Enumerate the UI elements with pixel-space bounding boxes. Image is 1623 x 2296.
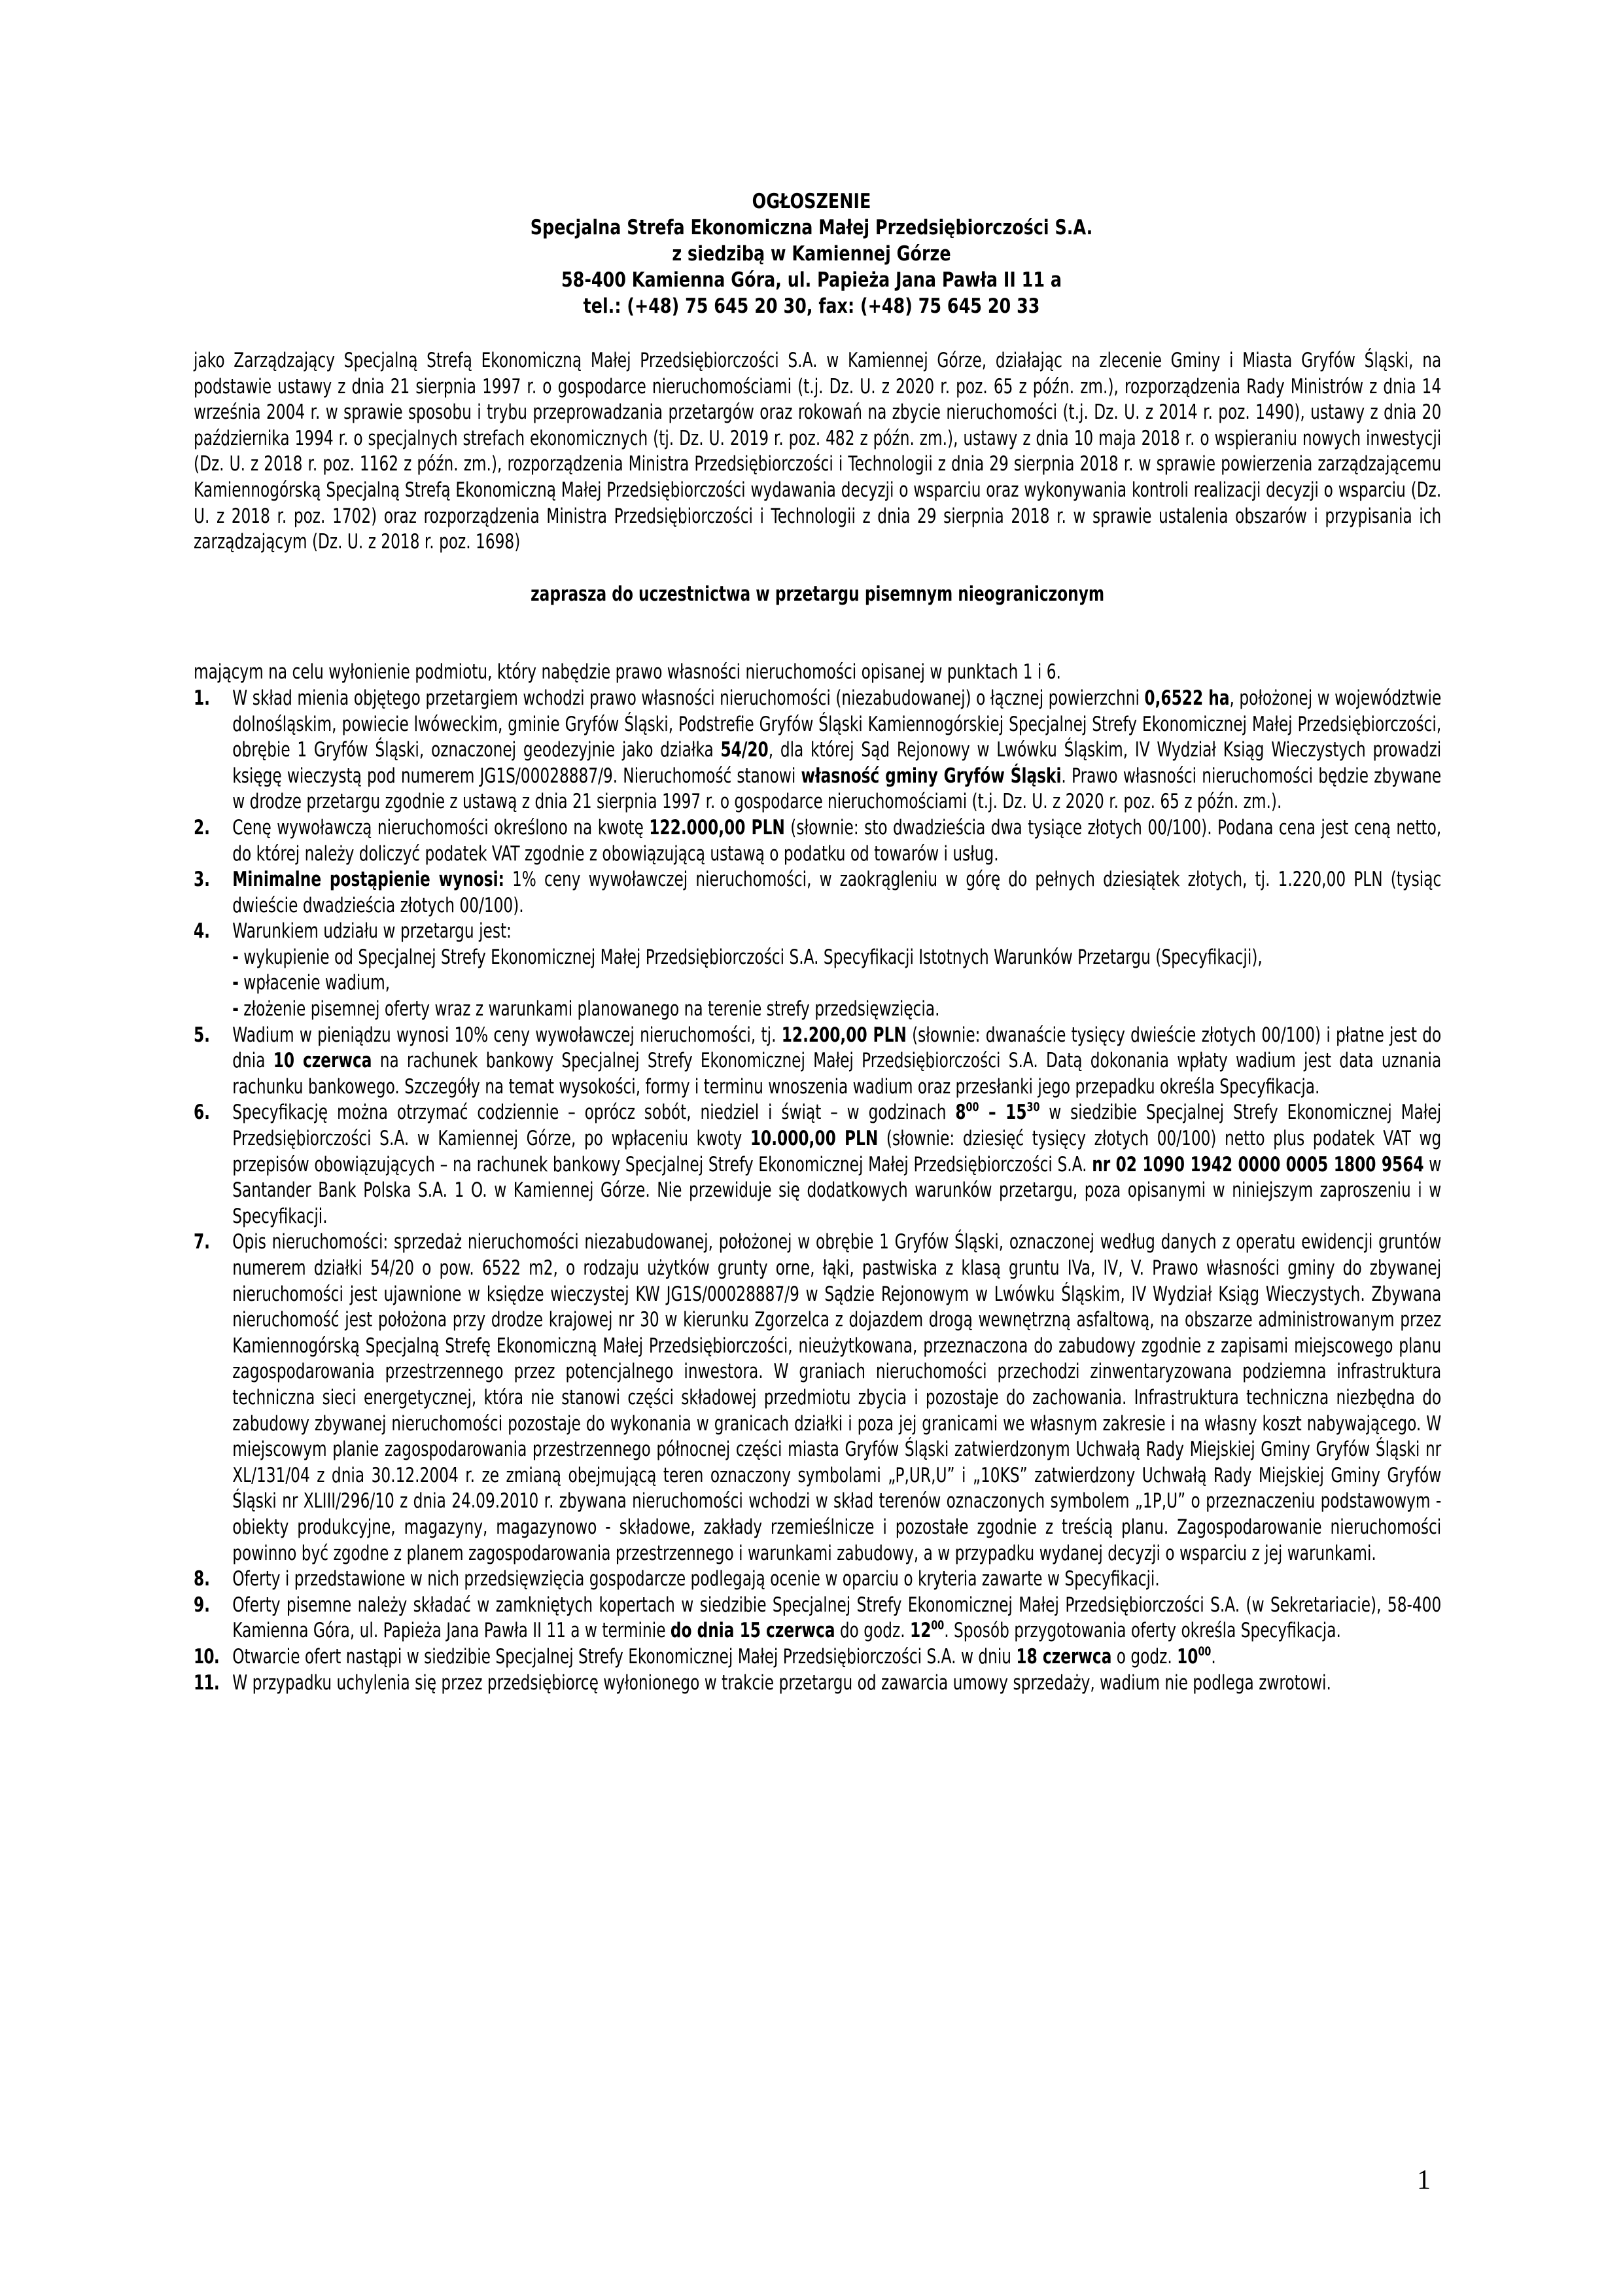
hours-separator: – — [979, 1101, 1006, 1125]
opening-minutes: 00 — [1198, 1644, 1212, 1659]
hours-start-minutes: 00 — [966, 1100, 979, 1115]
condition-bullet — [232, 945, 1441, 971]
item-text: w Santander Bank Polska S.A. 1 O. w Kamiennej Górze. Nie przewiduje się dodatkowych warunków przetargu, poza opisanymi w niniejszym zaproszeniu i w Specyfikacji. — [232, 1152, 1442, 1228]
list-item — [194, 815, 1441, 867]
item-number: 11. — [194, 1670, 219, 1695]
item-text: . Prawo własności nieruchomości będzie zbywane w drodze przetargu zgodnie z ustawą z dnia 21 sierpnia 1997 r. o gospodarce nieruchomościami (t.j. Dz. U. z 2020 r. poz. 65 z późn. zm.). — [232, 764, 1442, 814]
minimum-increment-label: Minimalne postąpienie wynosi: — [232, 868, 504, 892]
item-number: 8. — [194, 1567, 211, 1591]
item-number: 4. — [194, 919, 211, 944]
dash-marker: - — [232, 945, 239, 969]
list-item — [194, 1229, 1441, 1566]
list-item — [194, 867, 1441, 919]
item-number: 1. — [194, 686, 211, 710]
list-item — [194, 1593, 1441, 1644]
deposit-amount: 12.200,00 PLN — [781, 1023, 907, 1047]
item-number: 5. — [194, 1023, 211, 1047]
condition-bullet — [232, 997, 1441, 1023]
tender-conditions-list — [194, 686, 1441, 1696]
item-text: W przypadku uchylenia się przez przedsiębiorcę wyłonionego w trakcie przetargu od zawarcia umowy sprzedaży, wadium nie podlega zwrotowi. — [232, 1670, 1331, 1695]
item-text: do godz. — [835, 1619, 911, 1643]
dash-marker: - — [232, 997, 239, 1021]
company-contact: tel.: (+48) 75 645 20 30, fax: (+48) 75 645 20 33 — [583, 294, 1040, 318]
item-text: Oferty pisemne należy składać w zamkniętych kopertach w siedzibie Specjalnej Strefy Ekonomicznej Małej Przedsiębiorczości S.A. (w Sekretariacie), 58-400 Kamienna Góra, ul. Papieża Jana Pawła II 11 a w terminie — [232, 1593, 1442, 1643]
list-item — [194, 1566, 1441, 1593]
starting-price: 122.000,00 PLN — [649, 815, 785, 839]
list-item — [194, 919, 1441, 1022]
item-number: 10. — [194, 1644, 219, 1669]
hours-end-minutes: 30 — [1026, 1100, 1040, 1115]
opening-date: 18 czerwca — [1016, 1644, 1112, 1669]
area-value: 0,6522 ha — [1144, 686, 1230, 710]
bank-account-number: nr 02 1090 1942 0000 0005 1800 9564 — [1092, 1152, 1424, 1176]
item-text: , położonej w województwie dolnośląskim, powiecie lwóweckim, gminie Gryfów Śląski, Podstrefie Gryfów Śląski Kamiennogórskiej Specjalnej Strefy Ekonomicznej Małej Przedsiębiorczości, obrębie 1 Gryfów Śląski, oznaczonej geodezyjnie jako działka — [232, 686, 1442, 762]
ownership-value: własność gminy Gryfów Śląski — [801, 764, 1062, 788]
list-item — [194, 1644, 1441, 1670]
company-seat: z siedzibą w Kamiennej Górze — [672, 242, 951, 266]
page-number: 1 — [1417, 2165, 1431, 2195]
offer-deadline-hour: 12 — [910, 1619, 932, 1643]
item-text: Oferty i przedstawione w nich przedsięwzięcia gospodarcze podlegają ocenie w oparciu o kryteria zawarte w Specyfikacji. — [232, 1567, 1160, 1591]
item-text: 1% ceny wywoławczej nieruchomości, w zaokrągleniu w górę do pełnych dziesiątek złotych, tj. 1.220,00 PLN (tysiąc dwieście dwadzieścia złotych 00/100). — [232, 868, 1442, 917]
bullet-text: wpłacenie wadium, — [238, 971, 391, 995]
plot-number: 54/20 — [720, 738, 769, 762]
item-text: o godz. — [1111, 1644, 1178, 1669]
purpose-line: mającym na celu wyłonienie podmiotu, który nabędzie prawo własności nieruchomości opisanej w punktach 1 i 6. — [194, 660, 1061, 684]
item-text: Specyfikację można otrzymać codziennie – oprócz sobót, niedziel i świąt – w godzinach — [232, 1101, 956, 1125]
legal-basis-paragraph: jako Zarządzający Specjalną Strefą Ekonomiczną Małej Przedsiębiorczości S.A. w Kamiennej Górze, działając na zlecenie Gminy i Miasta Gryfów Śląski, na podstawie ustawy z dnia 21 sierpnia 1997 r. o gospodarce nieruchomościami (t.j. Dz. U. z 2020 r. poz. 65 z późn. zm.), rozporządzenia Rady Ministrów z dnia 14 września 2004 r. w sprawie sposobu i trybu przeprowadzania przetargów oraz rokowań na zbycie nieruchomości (t.j. Dz. U. z 2014 r. poz. 1490), ustawy z dnia 20 października 1994 r. o specjalnych strefach ekonomicznych (tj. Dz. U. 2019 r. poz. 482 z późn. zm.), ustawy z dnia 10 maja 2018 r. o wspieraniu nowych inwestycji (Dz. U. z 2018 r. poz. 1162 z późn. zm.), rozporządzenia Ministra Przedsiębiorczości i Technologii z dnia 29 sierpnia 2018 r. w sprawie powierzenia zarządzającemu Kamiennogórską Specjalną Strefą Ekonomiczną Małej Przedsiębiorczości wydawania decyzji o wsparciu oraz wykonywania kontroli realizacji decyzji o wsparciu (Dz. U. z 2018 r. poz. 1702) oraz rozporządzenia Ministra Przedsiębiorczości i Technologii z dnia 29 sierpnia 2018 r. w sprawie ustalenia obszarów i przypisania ich zarządzającym (Dz. U. z 2018 r. poz. 1698) — [194, 349, 1442, 554]
list-item — [194, 686, 1441, 815]
item-text: Warunkiem udziału w przetargu jest: — [232, 919, 512, 944]
list-item — [194, 1023, 1441, 1101]
item-number: 7. — [194, 1230, 211, 1254]
invitation-heading: zaprasza do uczestnictwa w przetargu pisemnym nieograniczonym — [531, 582, 1105, 606]
deposit-deadline: 10 czerwca — [273, 1049, 372, 1073]
hours-end: 15 — [1005, 1101, 1027, 1125]
item-text: Otwarcie ofert nastąpi w siedzibie Specjalnej Strefy Ekonomicznej Małej Przedsiębiorczości S.A. w dniu — [232, 1644, 1017, 1669]
document-body — [194, 348, 1441, 1696]
list-item — [194, 1100, 1441, 1229]
item-number: 6. — [194, 1101, 211, 1125]
offer-deadline-minutes: 00 — [931, 1618, 945, 1633]
item-text: (słownie: sto dwadzieścia dwa tysiące złotych 00/100). Podana cena jest ceną netto, do której należy doliczyć podatek VAT zgodnie z obowiązującą ustawą o podatku od towarów i usług. — [232, 815, 1442, 866]
item-number: 3. — [194, 868, 211, 892]
condition-bullet — [232, 970, 1441, 997]
specification-fee: 10.000,00 PLN — [750, 1127, 879, 1151]
item-text: Opis nieruchomości: sprzedaż nieruchomości niezabudowanej, położonej w obrębie 1 Gryfów Śląski, oznaczonej według danych z operatu ewidencji gruntów numerem działki 54/20 o pow. 6522 m2, o rodzaju użytków grunty orne, łąki, pastwiska z klasą gruntu IVa, IV, V. Prawo własności gminy do zbywanej nieruchomości jest ujawnione w księdze wieczystej KW JG1S/00028887/9 w Sądzie Rejonowym w Lwówku Śląskim, IV Wydział Ksiąg Wieczystych. Zbywana nieruchomość jest położona przy drodze krajowej nr 30 w kierunku Zgorzelca z dojazdem drogą wewnętrzną asfaltową, na obszarze administrowanym przez Kamiennogórską Specjalną Strefę Ekonomiczną Małej Przedsiębiorczości, nieużytkowana, przeznaczona do zabudowy zgodnie z zapisami miejscowego planu zagospodarowania przestrzennego przez potencjalnego inwestora. W graniach nieruchomości przechodzi zinwentaryzowana podziemna infrastruktura techniczna sieci energetycznej, która nie stanowi części składowej przedmiotu zbycia i pozostaje do zachowania. Infrastruktura techniczna niezbędna do zabudowy zbywanej nieruchomości pozostaje do wykonania w granicach działki i poza jej granicami we własnym zakresie i na własny koszt nabywającego. W miejscowym planie zagospodarowania przestrzennego północnej części miasta Gryfów Śląski zatwierdzonym Uchwałą Rady Miejskiej Gminy Gryfów Śląski nr XL/131/04 z dnia 30.12.2004 r. ze zmianą obejmującą teren oznaczony symbolami „P,UR,U” i „10KS” zatwierdzony Uchwałą Rady Miejskiej Gminy Gryfów Śląski nr XLIII/296/10 z dnia 24.09.2010 r. zbywana nieruchomości wchodzi w skład terenów oznaczonych symbolem „1P,U” o przeznaczeniu podstawowym - obiekty produkcyjne, magazyny, magazynowo - składowe, zakłady rzemieślnicze i pozostałe zgodnie z treścią planu. Zagospodarowanie nieruchomości powinno być zgodne z planem zagospodarowania przestrzennego i warunkami zabudowy, a w przypadku wydanej decyzji o wsparciu z jej warunkami. — [232, 1230, 1442, 1565]
list-item — [194, 1670, 1441, 1697]
item-text: . Sposób przygotowania oferty określa Specyfikacja. — [944, 1619, 1341, 1643]
hours-start: 8 — [955, 1101, 966, 1125]
announcement-title: OGŁOSZENIE — [752, 190, 871, 213]
item-text: (słownie: dziesięć tysięcy złotych 00/100) netto plus podatek VAT wg przepisów obowiązujących – na rachunek bankowy Specjalnej Strefy Ekonomicznej Małej Przedsiębiorczości S.A. — [232, 1127, 1442, 1176]
offer-deadline: do dnia 15 czerwca — [670, 1619, 835, 1643]
company-name: Specjalna Strefa Ekonomiczna Małej Przedsiębiorczości S.A. — [530, 216, 1093, 239]
company-address: 58-400 Kamienna Góra, ul. Papieża Jana Pawła II 11 a — [561, 268, 1062, 292]
opening-hour: 10 — [1177, 1644, 1198, 1669]
dash-marker: - — [232, 971, 239, 995]
item-text: W skład mienia objętego przetargiem wchodzi prawo własności nieruchomości (niezabudowanej) o łącznej powierzchni — [232, 686, 1145, 710]
item-number: 2. — [194, 815, 211, 839]
item-text: na rachunek bankowy Specjalnej Strefy Ekonomicznej Małej Przedsiębiorczości S.A. Datą dokonania wpłaty wadium jest data uznania rachunku bankowego. Szczegóły na temat wysokości, formy i terminu wnoszenia wadium oraz przesłanki jego przepadku określa Specyfikacja. — [232, 1049, 1442, 1099]
item-text: , dla której Sąd Rejonowy w Lwówku Śląskim, IV Wydział Ksiąg Wieczystych prowadzi księgę wieczystą pod numerem JG1S/00028887/9. Nieruchomość stanowi — [232, 738, 1442, 788]
bullet-text: wykupienie od Specjalnej Strefy Ekonomicznej Małej Przedsiębiorczości S.A. Specyfikacji Istotnych Warunków Przetargu (Specyfikacji), — [238, 945, 1263, 969]
item-number: 9. — [194, 1593, 211, 1617]
bullet-text: złożenie pisemnej oferty wraz z warunkami planowanego na terenie strefy przedsięwzięcia. — [238, 997, 940, 1021]
item-text: (słownie: dwanaście tysięcy dwieście złotych 00/100) i płatne jest do dnia — [232, 1023, 1442, 1073]
item-text: . — [1211, 1644, 1216, 1669]
announcement-header — [0, 188, 1623, 319]
item-text: w siedzibie Specjalnej Strefy Ekonomicznej Małej Przedsiębiorczości S.A. w Kamiennej Górze, po wpłaceniu kwoty — [232, 1101, 1442, 1151]
item-text: Wadium w pieniądzu wynosi 10% ceny wywoławczej nieruchomości, tj. — [232, 1023, 782, 1047]
item-text: Cenę wywoławczą nieruchomości określono na kwotę — [232, 815, 650, 839]
